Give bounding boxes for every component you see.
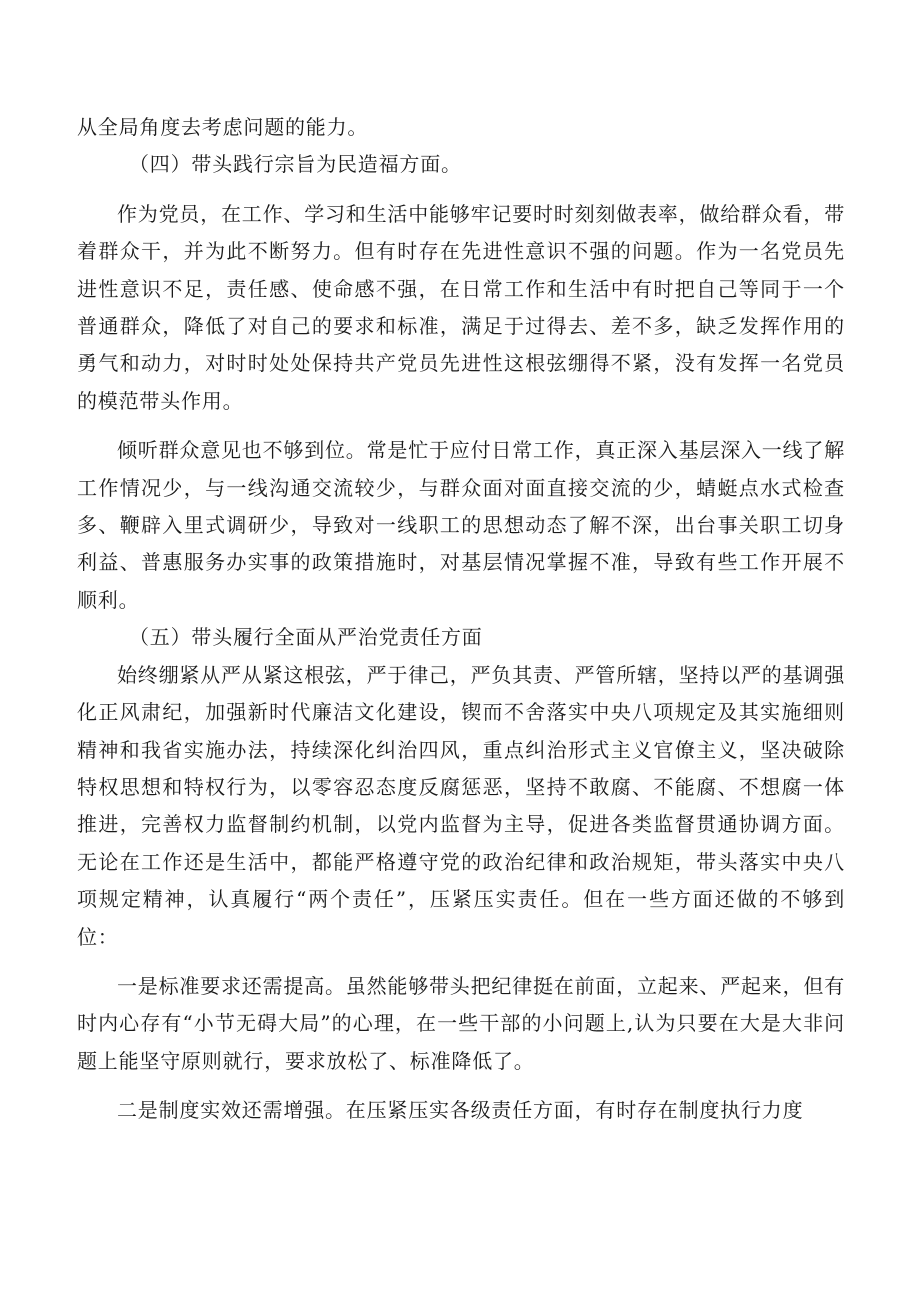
document-body bbox=[77, 109, 845, 1130]
paragraph-standard-requirements: 一是标准要求还需提高。虽然能够带头把纪律挺在前面，立起来、严起来，但有时内心存有“小节无碍大局”的心理，在一些干部的小问题上,认为只要在大是大非问题上能坚守原则就行，要求放松了、标准降低了。 bbox=[77, 973, 845, 1073]
paragraph-listening-to-masses: 倾听群众意见也不够到位。常是忙于应付日常工作，真正深入基层深入一线了解工作情况少，与一线沟通交流较少，与群众面对面直接交流的少，蜻蜓点水式检查多、鞭辟入里式调研少，导致对一线职工的思想动态了解不深，出台事关职工切身利益、普惠服务办实事的政策措施时，对基层情况掌握不准，导致有些工作开展不顺利。 bbox=[77, 438, 845, 612]
paragraph-strict-governance: 始终绷紧从严从紧这根弦，严于律己，严负其责、严管所辖，坚持以严的基调强化正风肃纪，加强新时代廉洁文化建设，锲而不舍落实中央八项规定及其实施细则精神和我省实施办法，持续深化纠治四风，重点纠治形式主义官僚主义，坚决破除特权思想和特权行为，以零容忍态度反腐惩恶，坚持不敢腐、不能腐、不想腐一体推进，完善权力监督制约机制，以党内监督为主导，促进各类监督贯通协调方面。无论在工作还是生活中，都能严格遵守党的政治纪律和政治规矩，带头落实中央八项规定精神，认真履行“两个责任”，压紧压实责任。但在一些方面还做的不够到位： bbox=[77, 662, 845, 949]
paragraph-party-member-role: 作为党员，在工作、学习和生活中能够牢记要时时刻刻做表率，做给群众看，带着群众干，并为此不断努力。但有时存在先进性意识不强的问题。作为一名党员先进性意识不足，责任感、使命感不强，在日常工作和生活中有时把自己等同于一个普通群众，降低了对自己的要求和标准，满足于过得去、差不多，缺乏发挥作用的勇气和动力，对时时处处保持共产党员先进性这根弦绷得不紧，没有发挥一名党员的模范带头作用。 bbox=[77, 201, 845, 413]
section-heading-five: （五）带头履行全面从严治党责任方面 bbox=[129, 625, 483, 650]
paragraph-system-effectiveness: 二是制度实效还需增强。在压紧压实各级责任方面，有时存在制度执行力度 bbox=[117, 1098, 804, 1123]
section-heading-four: （四）带头践行宗旨为民造福方面。 bbox=[129, 152, 462, 177]
paragraph-continuation: 从全局角度去考虑问题的能力。 bbox=[77, 115, 369, 139]
